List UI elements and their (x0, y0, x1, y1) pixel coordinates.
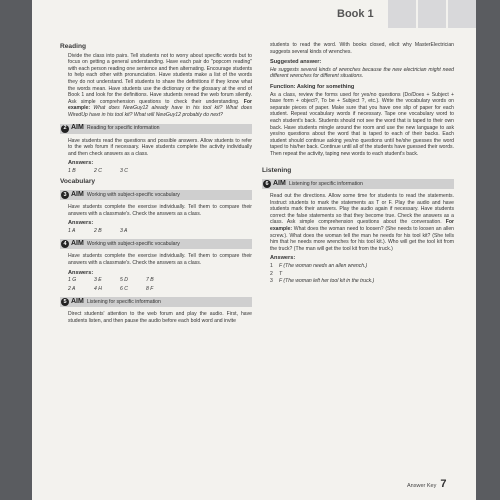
aim-number: 2 (61, 125, 69, 133)
aim-2-answers (68, 168, 252, 175)
book-title: Book 1 (337, 8, 374, 20)
answer-value: F (The woman needs an allen wrench.) (279, 263, 368, 270)
aim-number: 5 (61, 298, 69, 306)
aim-label: AIM (71, 240, 84, 248)
aim-description: Working with subject-specific vocabulary (86, 191, 180, 198)
answer-key-page (32, 0, 476, 500)
answers-heading: Answers: (270, 255, 296, 262)
listening-heading: Listening (262, 166, 292, 174)
answers-heading: Answers: (68, 160, 94, 167)
aim-4-answers-row-1 (68, 277, 252, 284)
answer-item: 2 C (94, 167, 102, 174)
aim-4-bar (60, 239, 252, 249)
aim-6-bar (262, 179, 454, 189)
aim-description: Working with subject-specific vocabulary (86, 241, 180, 248)
aim-description: Listening for specific information (288, 180, 363, 187)
aim-number: 3 (61, 191, 69, 199)
footer-label: Answer Key (407, 483, 437, 489)
answers-heading: Answers: (68, 220, 94, 227)
answer-item: 7 B (146, 277, 154, 284)
aim-label: AIM (71, 124, 84, 132)
answer-item: 4 H (94, 285, 102, 292)
answer-item: 2 A (68, 285, 76, 292)
left-column (60, 40, 252, 328)
suggested-answer-heading: Suggested answer: (270, 59, 322, 66)
reading-heading: Reading (60, 43, 87, 50)
aim-6-answer-1 (270, 263, 454, 270)
aim-6-example: What does the woman need to loosen? (She needs to loosen an allen screw.). What does the woman tell the man he needs for his tool kit? (She tells him that he needs more wrenches for his tool kit.). Who will get the tool kit from the truck? (The man will get the tool kit from the truck.) (270, 226, 454, 252)
aim-description: Listening for specific information (86, 299, 161, 306)
answer-item: 3 A (120, 227, 128, 234)
aim-6-text: Read out the directions. Allow some time for students to read the statements. Instruct students to mark the statements as T or F. Play the audio and have students mark their answers. Play the audio again if necessary. Have students correct the false statements so that they become true. Check the answers as a class. Ask simple comprehension questions about the conversation. (270, 193, 454, 226)
aim-5-paragraph: Direct students' attention to the web forum and play the audio. First, have students listen, and then pause the audio before each bold word and invite (68, 311, 252, 325)
answer-item: 1 G (68, 277, 77, 284)
aim-label: AIM (71, 298, 84, 306)
header-tabs (386, 0, 476, 28)
aim-6-answer-3 (270, 278, 454, 285)
page-number: 7 (440, 478, 447, 490)
aim-2-bar (60, 124, 252, 134)
function-heading: Function: Asking for something (270, 83, 355, 90)
aim-4-answers-row-2 (68, 286, 252, 293)
answer-item: 8 F (146, 285, 154, 292)
example-label: For example: (68, 98, 253, 112)
aim-6-paragraph (270, 193, 454, 252)
right-column (262, 42, 454, 286)
aim-3-bar (60, 190, 252, 200)
aim-number: 4 (61, 240, 69, 248)
example-label: For example: (270, 219, 454, 233)
aim-number: 6 (263, 180, 271, 188)
aim-description: Reading for specific information (86, 125, 160, 132)
answer-item: 3 C (120, 167, 128, 174)
aim-4-paragraph: Have students complete the exercise individually. Tell them to compare their answers with a classmate's. Check the answers as a class. (68, 253, 252, 267)
reading-example: What does NewGuy12 already have in his tool kit? What does WiredUp have in his tool kit? What will NewGuy12 probably do next? (68, 105, 252, 118)
aim-3-paragraph: Have students complete the exercise individually. Tell them to compare their answers with a classmate's. Check the answers as a class. (68, 204, 252, 217)
answer-value: T (279, 270, 283, 277)
answer-item: 3 E (94, 277, 102, 284)
reading-paragraph (68, 53, 252, 119)
page-footer (407, 478, 446, 490)
reading-text: Divide the class into pairs. Tell students not to worry about specific words but to focus on getting a general understanding. Have each pair do "popcorn reading" with each person reading one sentence and then alternating. Encourage students to help each other with pronunciation. Have students make a list of the words they do not understand. Tell students to share the definitions if they know what the words mean. Have students use the dictionary or the glossary at the end of Book 1 and look for the definitions. Have students reread the web forum silently. Ask simple comprehension questions to check their understanding. (68, 52, 252, 105)
answer-item: 6 C (120, 285, 128, 292)
answer-number: 2 (270, 270, 273, 277)
aim-5-bar (60, 297, 252, 307)
continued-paragraph: students to read the word. With books closed, elicit why MasterElectrician suggests several kinds of wrenches. (270, 42, 454, 55)
aim-6-answer-2 (270, 271, 454, 278)
aim-label: AIM (273, 179, 286, 187)
answer-number: 3 (270, 278, 273, 285)
aim-3-answers (68, 228, 252, 235)
suggested-answer-text: He suggests several kinds of wrenches because the new electrician might need different wrenches for different situations. (270, 66, 454, 80)
function-paragraph: As a class, review the forms used for yes/no questions (Do/Does + Subject + base form + object?, To be + Subject ?, etc.). Write the vocabulary words on separate pieces of paper. Make sure that you have one slip of paper for each student. Repeat vocabulary words if necessary. Tape one vocabulary word to each student's back. Students should not see the word that is taped to their own back. Have students mingle around the room and use the new language to ask yes/no questions about the word that is taped to each of their backs. Each student should continue asking yes/no questions until he/she guesses the word taped to his/her back. Continue until all of the students have guessed their words. Then repeat the activity, taping new words to each student's back. (270, 91, 454, 157)
answer-item: 1 B (68, 167, 76, 174)
answer-value: F (The woman left her tool kit in the truck.) (279, 278, 375, 285)
aim-2-paragraph: Have students read the questions and possible answers. Allow students to refer to the web forum if necessary. Have students complete the activity individually and then check answers as a class. (68, 137, 252, 157)
answer-item: 2 B (94, 227, 102, 234)
answers-heading: Answers: (68, 269, 94, 276)
aim-label: AIM (71, 190, 84, 198)
answer-item: 1 A (68, 227, 76, 234)
answer-number: 1 (270, 263, 273, 270)
answer-item: 5 D (120, 277, 128, 284)
vocabulary-heading: Vocabulary (60, 177, 96, 185)
